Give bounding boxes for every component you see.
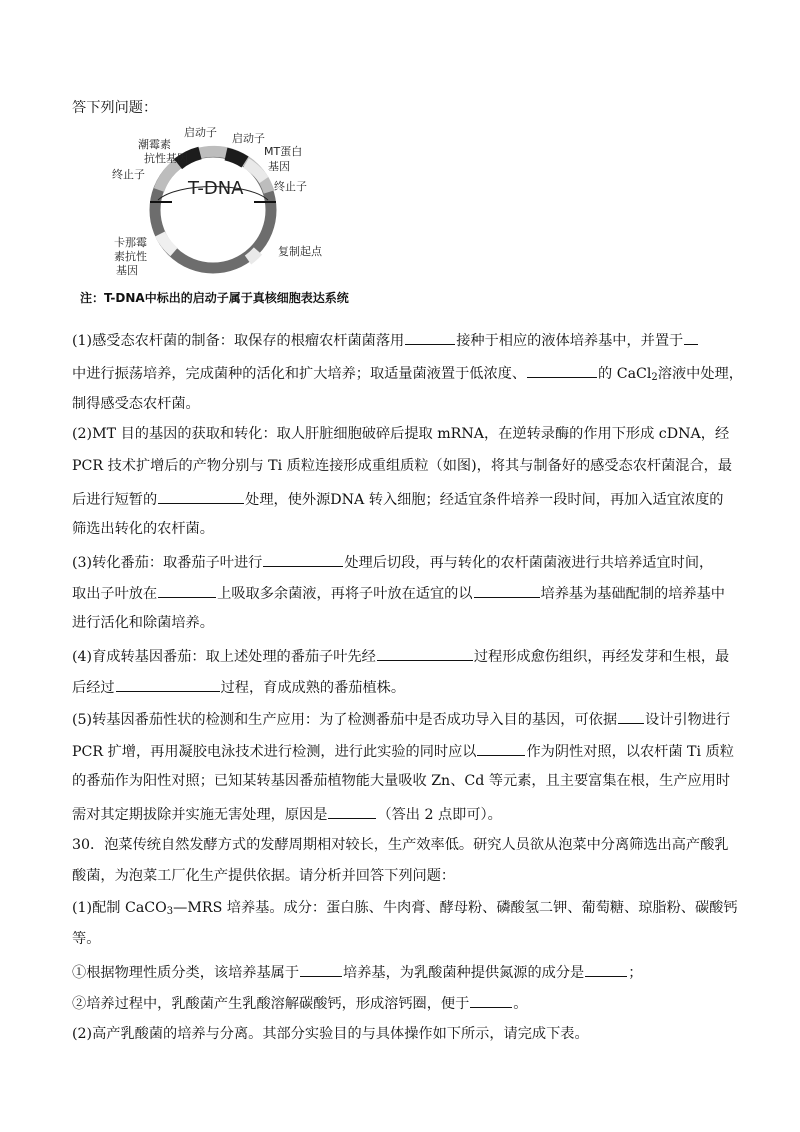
- answer-blank[interactable]: [618, 708, 644, 724]
- q5-line2: PCR 扩增，再用凝胶电泳技术进行检测，进行此实验的同时应以 作为阴性对照，以农杆菌 Ti 质粒: [72, 740, 734, 762]
- q1-line1: (1)感受态农杆菌的制备：取保存的根瘤农杆菌菌落用 接种于相应的液体培养基中，并置于: [72, 329, 699, 351]
- answer-blank[interactable]: [158, 582, 216, 598]
- label-terminator-left: 终止子: [112, 168, 145, 181]
- q5-line4: 需对其定期拔除并实施无害处理，原因是 （答出 2 点即可）。: [72, 803, 502, 825]
- q3-line1: (3)转化番茄：取番茄子叶进行 处理后切段，再与转化的农杆菌菌液进行共培养适宜时间，: [72, 551, 713, 573]
- label-mt-gene-1: MT蛋白: [264, 145, 303, 158]
- label-hygromycin-2: 抗性基因: [144, 152, 188, 165]
- answer-blank[interactable]: [477, 740, 525, 756]
- answer-blank[interactable]: [585, 961, 627, 977]
- q30-line2: 酸菌，为泡菜工厂化生产提供依据。请分析并回答下列问题：: [72, 868, 456, 884]
- q2-line2: PCR 技术扩增后的产物分别与 Ti 质粒连接形成重组质粒（如图)，将其与制备好的感受态农杆菌混合，最: [72, 458, 733, 474]
- label-kanamycin-1: 卡那霉: [114, 236, 147, 249]
- q2-line3: 后进行短暂的 处理，使外源DNA 转入细胞；经适宜条件培养一段时间，再加入适宜浓度的: [72, 488, 724, 510]
- tdna-label: T-DNA: [188, 178, 244, 199]
- label-hygromycin-1: 潮霉素: [138, 138, 171, 151]
- q4-line1: (4)育成转基因番茄：取上述处理的番茄子叶先经 过程形成愈伤组织，再经发芽和生根，最: [72, 645, 729, 667]
- q30-line5: ①根据物理性质分类，该培养基属于 培养基，为乳酸菌种提供氮源的成分是 ；: [72, 961, 642, 983]
- q5-line1: (5)转基因番茄性状的检测和生产应用：为了检测番茄中是否成功导入目的基因，可依据 设计引物进行: [72, 708, 730, 730]
- q30-line1: 30．泡菜传统自然发酵方式的发酵周期相对较长，生产效率低。研究人员欲从泡菜中分离筛选出高产酸乳: [72, 837, 729, 853]
- ori-block: [248, 251, 258, 260]
- q30-line6: ②培养过程中，乳酸菌产生乳酸溶解碳酸钙，形成溶钙圈，便于 。: [72, 992, 527, 1014]
- q1-line3: 制得感受态农杆菌。: [72, 396, 200, 412]
- label-replication-origin: 复制起点: [278, 245, 322, 258]
- q3-line3: 进行活化和除菌培养。: [72, 615, 214, 631]
- q30-line3: (1)配制 CaCO$_3$—MRS 培养基。成分：蛋白胨、牛肉膏、酵母粉、磷酸氢二钾、葡萄糖、琼脂粉、碳酸钙: [72, 900, 738, 917]
- plasmid-diagram: [108, 122, 348, 287]
- q2-line4: 筛选出转化的农杆菌。: [72, 521, 214, 537]
- label-mt-gene-2: 基因: [268, 160, 290, 173]
- figure-note: 注：T-DNA中标出的启动子属于真核细胞表达系统: [80, 291, 349, 305]
- q3-line2: 取出子叶放在 上吸取多余菌液，再将子叶放在适宜的以 培养基为基础配制的培养基中: [72, 582, 725, 604]
- label-terminator-right: 终止子: [274, 180, 307, 193]
- q30-line4: 等。: [72, 931, 101, 947]
- intro-line: 答下列问题：: [72, 100, 158, 116]
- answer-blank[interactable]: [263, 551, 343, 567]
- answer-blank[interactable]: [527, 362, 597, 378]
- q4-line2: 后经过 过程，育成成熟的番茄植株。: [72, 676, 405, 698]
- answer-blank[interactable]: [158, 488, 244, 504]
- kanamycin-gene-block: [160, 234, 174, 252]
- label-kanamycin-2: 素抗性: [114, 250, 147, 263]
- answer-blank[interactable]: [116, 676, 220, 692]
- label-promoter-left: 启动子: [184, 126, 217, 139]
- promoter-right-block: [226, 154, 245, 162]
- answer-blank[interactable]: [684, 329, 698, 345]
- label-kanamycin-3: 基因: [116, 264, 138, 277]
- q30-line7: (2)高产乳酸菌的培养与分离。其部分实验目的与具体操作如下所示，请完成下表。: [72, 1026, 589, 1042]
- answer-blank[interactable]: [474, 582, 540, 598]
- answer-blank[interactable]: [328, 803, 376, 819]
- answer-blank[interactable]: [405, 329, 455, 345]
- q2-line1: (2)MT 目的基因的获取和转化：取人肝脏细胞破碎后提取 mRNA，在逆转录酶的作用下形成 cDNA，经: [72, 426, 730, 442]
- answer-blank[interactable]: [377, 645, 473, 661]
- label-promoter-right: 启动子: [232, 132, 265, 145]
- answer-blank[interactable]: [470, 992, 512, 1008]
- answer-blank[interactable]: [300, 961, 342, 977]
- q1-line2: 中进行振荡培养，完成菌种的活化和扩大培养；取适量菌液置于低浓度、 的 CaCl$_2$溶液中处理，: [72, 362, 743, 388]
- q5-line3: 的番茄作为阳性对照；已知某转基因番茄植物能大量吸收 Zn、Cd 等元素，且主要富集在根，生产应用时: [72, 773, 731, 789]
